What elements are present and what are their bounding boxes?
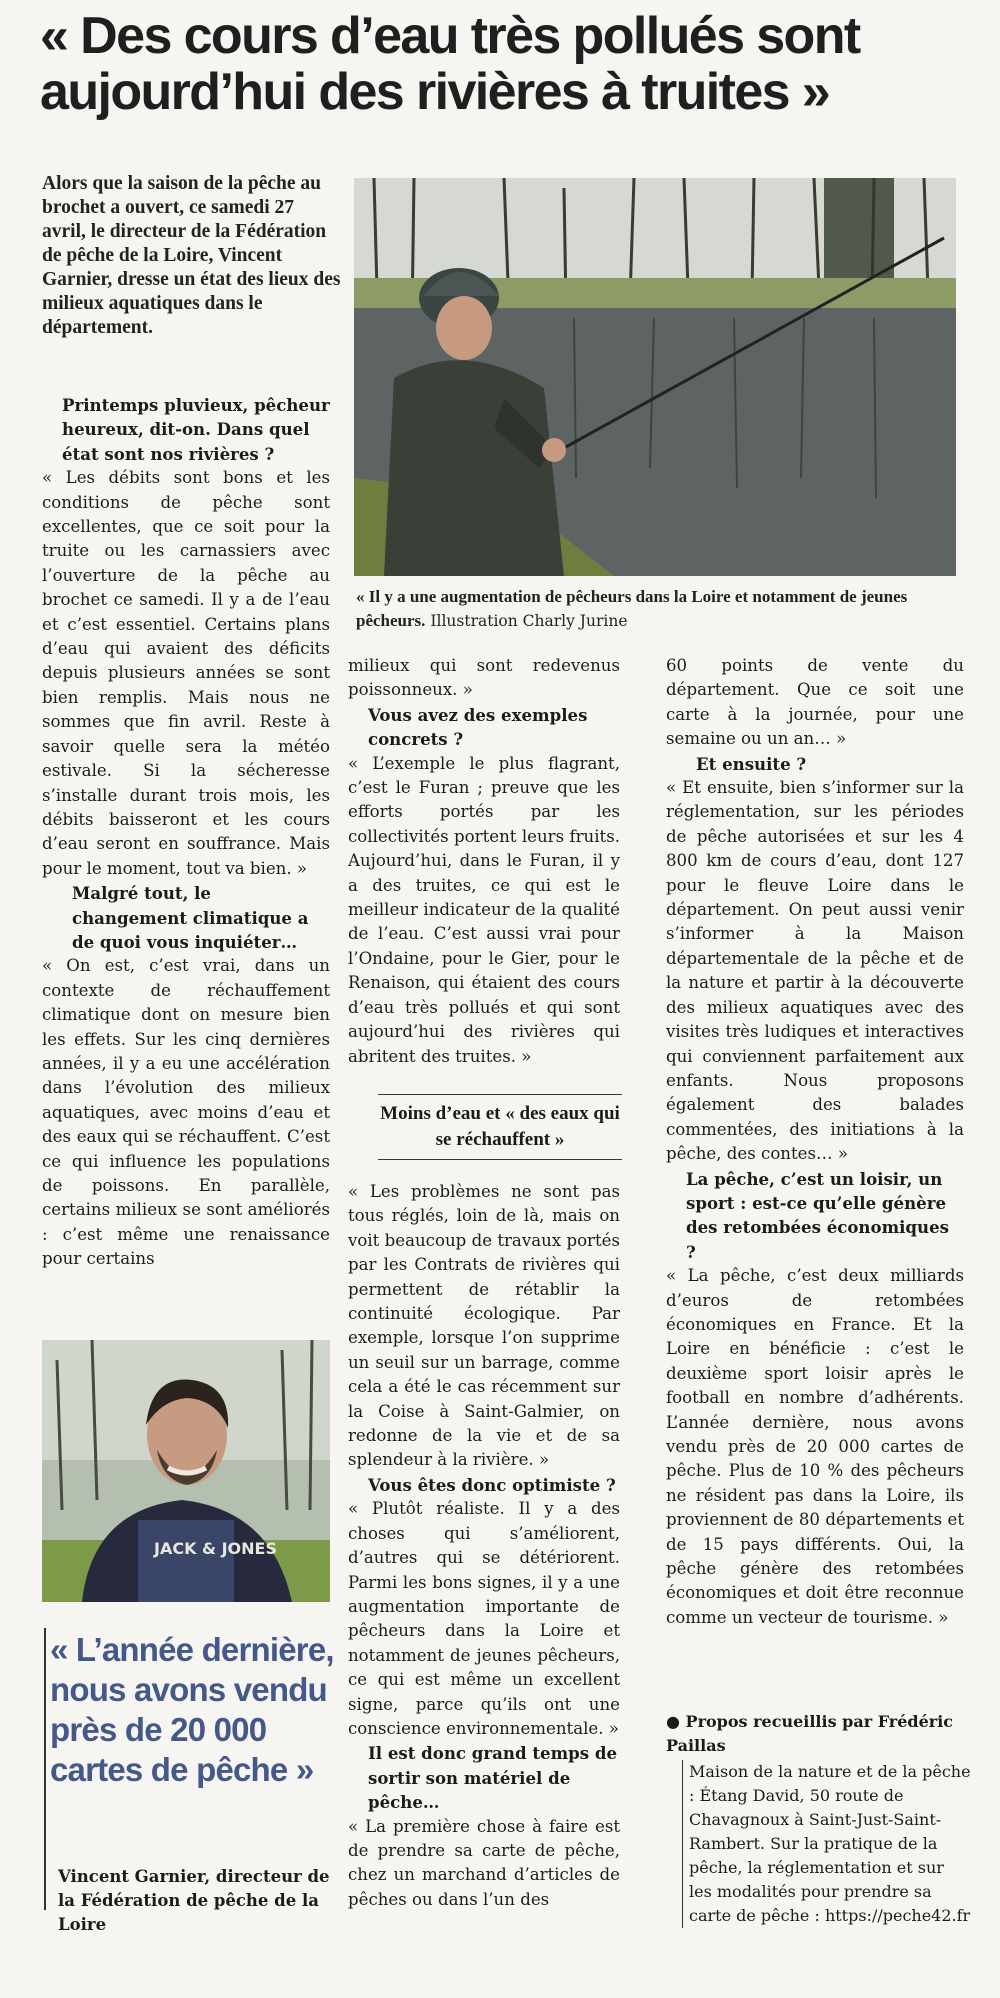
pull-quote-signature: Vincent Garnier, directeur de la Fédération de pêche de la Loire [58, 1867, 330, 1934]
pull-quote: « L’année dernière, nous avons vendu près de 20 000 cartes de pêche » [50, 1631, 334, 1788]
subheading-box: Moins d’eau et « des eaux qui se réchauffent » [378, 1094, 622, 1160]
headline: « Des cours d’eau très pollués sont aujourd’hui des rivières à truites » [40, 7, 860, 121]
column-2 [348, 654, 620, 1069]
answer: « La pêche, c’est deux milliards d’euros de retombées économiques en France. Et la Loire en bénéficie : c’est le deuxième sport loisir après le football en nombre d’adhérents. L’année dernière, nous avons vendu près de 20 000 cartes de pêche. Plus de 10 % des pêcheurs ne résident pas dans la Loire, ils proviennent de 80 départements et de 15 pays différents. Oui, la pêche génère des retombées économiques et doit être reconnue comme un vecteur de tourisme. » [666, 1266, 964, 1627]
question: Il est donc grand temps de sortir son matériel de pêche… [368, 1743, 618, 1813]
portrait-vincent-garnier [42, 1340, 330, 1602]
info-box: Maison de la nature et de la pêche : Étang David, 50 route de Chavagnoux à Saint-Just-Saint-Rambert. Sur la pratique de la pêche, la réglementation et sur les modalités pour prendre sa carte de pêche : https://peche42.fr [682, 1760, 971, 1928]
answer: milieux qui sont redevenus poissonneux. » [348, 656, 620, 700]
photo-young-angler [354, 178, 956, 576]
question: Printemps pluvieux, pêcheur heureux, dit-on. Dans quel état sont nos rivières ? [62, 395, 330, 464]
column-3 [666, 654, 964, 1630]
photo-caption: « Il y a une augmentation de pêcheurs dans la Loire et notamment de jeunes pêcheurs. Illustration Charly Jurine [356, 587, 908, 630]
answer: « Les problèmes ne sont pas tous réglés, loin de là, mais on voit beaucoup de travaux portés par les Contrats de rivières qui permettent de rétablir la continuité écologique. Par exemple, lorsque l’on supprime un seuil sur un barrage, comme cela a été le cas récemment sur la Coise à Saint-Galmier, on redonne de la vie et de sa splendeur à la rivière. » [348, 1182, 620, 1470]
question: Malgré tout, le changement climatique a de quoi vous inquiéter… [72, 883, 309, 952]
column-1 [42, 393, 330, 1272]
answer: 60 points de vente du département. Que ce soit une carte à la journée, pour une semaine ou un an… » [666, 656, 964, 749]
pull-quote-rule [44, 1628, 46, 1910]
answer: « On est, c’est vrai, dans un contexte de réchauffement climatique dont on mesure bien les effets. Sur les cinq dernières années, il y a eu une accélération dans l’évolution des milieux aquatiques, avec moins d’eau et des eaux qui se réchauffent. C’est ce qui influence les populations de poissons. En parallèle, certains milieux se sont améliorés : c’est même une renaissance pour certains [42, 956, 330, 1269]
answer: « Et ensuite, bien s’informer sur la réglementation, sur les périodes de pêche autorisées et sur les 4 800 km de cours d’eau, dont 127 pour le fleuve Loire dans le département. On peut aussi venir s’informer à la Maison départementale de la pêche et de la nature et partir à la découverte des milieux aquatiques avec des visites très ludiques et interactives qui conviennent parfaitement aux enfants. Nous proposons également des balades commentées, des initiations à la pêche, des contes… » [666, 778, 964, 1164]
tshirt-print: JACK & JONES [154, 1539, 277, 1558]
standfirst: Alors que la saison de la pêche au brochet a ouvert, ce samedi 27 avril, le directeur de la Fédération de pêche de la Loire, Vincent Garnier, dresse un état des lieux des milieux aquatiques dans le département. [42, 173, 341, 338]
photo-credit: Illustration Charly Jurine [430, 612, 628, 630]
question: Et ensuite ? [696, 753, 807, 774]
answer: « La première chose à faire est de prendre sa carte de pêche, chez un marchand d’articles de pêches ou dans l’un des [348, 1816, 620, 1909]
question: Vous avez des exemples concrets ? [368, 704, 588, 750]
column-2-continued [348, 1180, 620, 1912]
question: La pêche, c’est un loisir, un sport : est-ce qu’elle génère des retombées économiques ? [686, 1168, 949, 1262]
question: Vous êtes donc optimiste ? [368, 1474, 616, 1495]
answer: « L’exemple le plus flagrant, c’est le Furan ; preuve que les efforts portés par les collectivités portent leurs fruits. Aujourd’hui, dans le Furan, il y a des truites, ce qui est le meilleur indicateur de la qualité de l’eau. C’est aussi vrai pour l’Ondaine, pour le Gier, pour le Renaison, qui étaient des cours d’eau très pollués et qui sont aujourd’hui des rivières qui abritent des truites. » [348, 753, 620, 1066]
author-credit: ● Propos recueillis par Frédéric Paillas [666, 1712, 954, 1755]
answer: « Les débits sont bons et les conditions de pêche sont excellentes, que ce soit pour la truite ou les carnassiers avec l’ouverture de la pêche au brochet ce samedi. Il y a de l’eau et c’est essentiel. Certains plans d’eau qui avaient des déficits depuis plusieurs années se sont bien remplis. Mais nous ne sommes que fin avril. Reste à savoir quelle sera la météo estivale. Si la sécheresse s’installe durant trois mois, les débits baisseront et les cours d’eau seront en souffrance. Mais pour le moment, tout va bien. » [42, 468, 330, 878]
answer: « Plutôt réaliste. Il y a des choses qui s’améliorent, d’autres qui se détériorent. Parmi les bons signes, il y a une augmentation importante de pêcheurs dans la Loire et notamment de jeunes pêcheurs, ce qui est même un excellent signe, parce qu’ils ont une conscience environnementale. » [348, 1499, 620, 1738]
